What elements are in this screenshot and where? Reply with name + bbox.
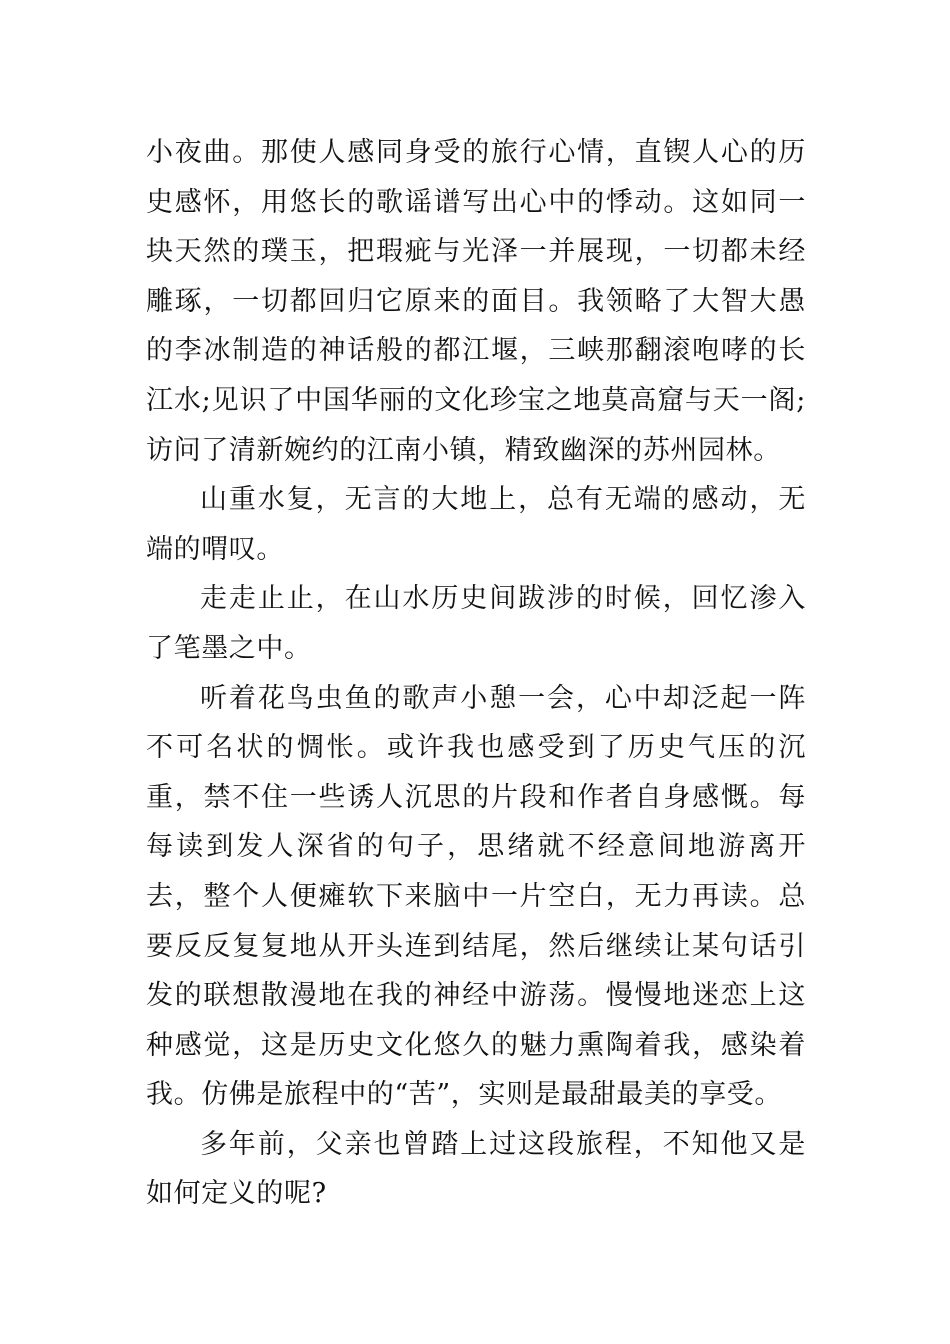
body-text xyxy=(146,128,806,1219)
paragraph: 走走止止，在山水历史间跋涉的时候，回忆渗入了笔墨之中。 xyxy=(146,583,806,664)
paragraph: 山重水复，无言的大地上，总有无端的感动，无端的喟叹。 xyxy=(146,484,806,565)
paragraph-continuation: 小夜曲。那使人感同身受的旅行心情，直锲人心的历史感怀，用悠长的歌谣谱写出心中的悸动。这如同一块天然的璞玉，把瑕疵与光泽一并展现，一切都未经雕琢，一切都回归它原来的面目。我领略了大智大愚的李冰制造的神话般的都江堰，三峡那翻滚咆哮的长江水;见识了中国华丽的文化珍宝之地莫高窟与天一阁;访问了清新婉约的江南小镇，精致幽深的苏州园林。 xyxy=(146,137,806,466)
paragraph: 听着花鸟虫鱼的歌声小憩一会，心中却泛起一阵不可名状的惆怅。或许我也感受到了历史气压的沉重，禁不住一些诱人沉思的片段和作者自身感慨。每每读到发人深省的句子，思绪就不经意间地游离开去，整个人便瘫软下来脑中一片空白，无力再读。总要反反复复地从开头连到结尾，然后继续让某句话引发的联想散漫地在我的神经中游荡。慢慢地迷恋上这种感觉，这是历史文化悠久的魅力熏陶着我，感染着我。仿佛是旅程中的“苦”，实则是最甜最美的享受。 xyxy=(146,682,806,1111)
paragraph: 多年前，父亲也曾踏上过这段旅程，不知他又是如何定义的呢? xyxy=(146,1128,806,1210)
